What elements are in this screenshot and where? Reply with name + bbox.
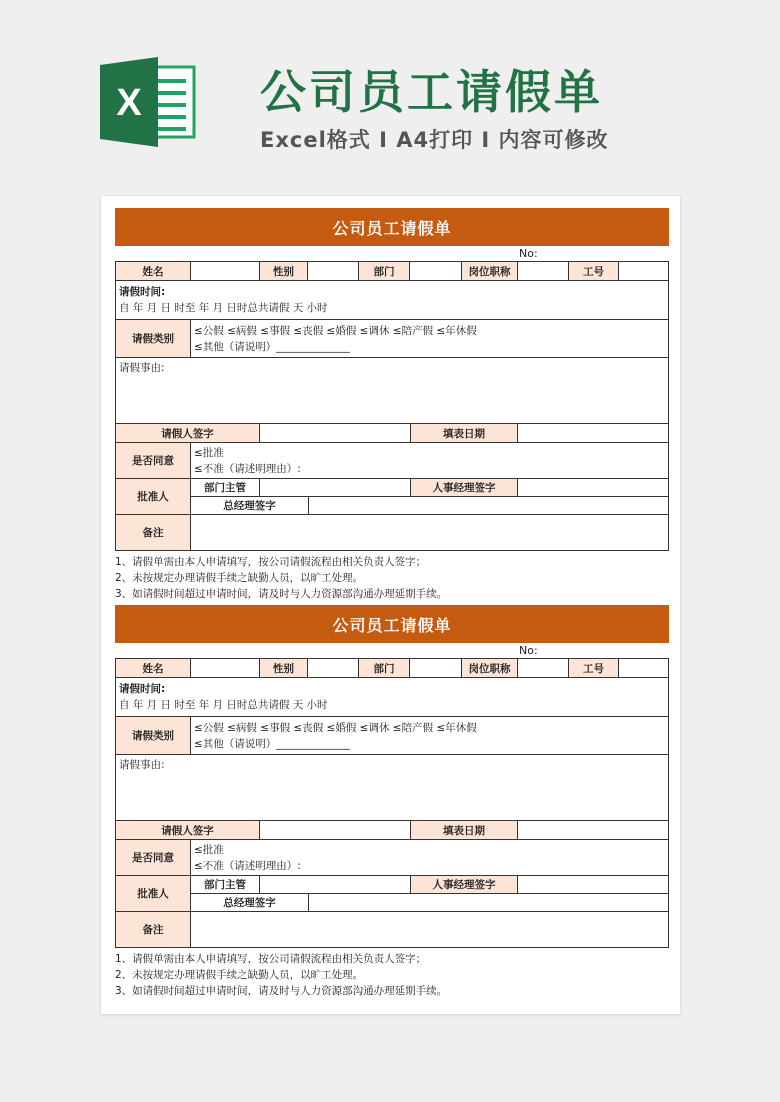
note-item: 3、如请假时间超过申请时间，请及时与人力资源部沟通办理延期手续。 xyxy=(115,985,448,997)
gm-sign-label: 总经理签字 xyxy=(191,497,309,515)
leave-type-line-1: ≤公假 ≤病假 ≤事假 ≤丧假 ≤婚假 ≤调休 ≤陪产假 ≤年休假 xyxy=(194,324,477,337)
document-sheet xyxy=(101,196,680,1014)
hr-manager-sign-field[interactable] xyxy=(518,479,668,497)
gender-field[interactable] xyxy=(308,659,359,678)
position-label: 岗位职称 xyxy=(462,262,518,281)
note-item: 2、未按规定办理请假手续之缺勤人员，以旷工处理。 xyxy=(115,969,364,981)
dept-field[interactable] xyxy=(410,262,462,281)
fill-date-label: 填表日期 xyxy=(411,424,518,443)
leave-time-row[interactable] xyxy=(116,678,668,717)
remarks-label: 备注 xyxy=(116,912,191,947)
fill-date-field[interactable] xyxy=(518,424,668,443)
agree-label: 是否同意 xyxy=(116,443,191,479)
dept-manager-label: 部门主管 xyxy=(191,479,260,497)
staff-id-field[interactable] xyxy=(619,262,668,281)
gender-field[interactable] xyxy=(308,262,359,281)
leave-reason-label: 请假事由: xyxy=(119,759,165,771)
dept-label: 部门 xyxy=(359,659,410,678)
hr-manager-sign-label: 人事经理签字 xyxy=(411,479,518,497)
applicant-sign-field[interactable] xyxy=(260,821,411,840)
hr-manager-sign-label: 人事经理签字 xyxy=(411,876,518,894)
applicant-sign-label: 请假人签字 xyxy=(116,424,260,443)
applicant-sign-label: 请假人签字 xyxy=(116,821,260,840)
svg-text:X: X xyxy=(116,82,142,124)
note-item: 1、请假单需由本人申请填写，按公司请假流程由相关负责人签字； xyxy=(115,953,427,965)
form-banner: 公司员工请假单 xyxy=(115,605,669,643)
approve-option: ≤批准 xyxy=(194,843,224,856)
remarks-field[interactable] xyxy=(191,912,668,947)
leave-reason-field[interactable] xyxy=(116,358,668,424)
leave-reason-label: 请假事由: xyxy=(119,362,165,374)
leave-type-line-1: ≤公假 ≤病假 ≤事假 ≤丧假 ≤婚假 ≤调休 ≤陪产假 ≤年休假 xyxy=(194,721,477,734)
dept-manager-label: 部门主管 xyxy=(191,876,260,894)
leave-type-line-2: ≤其他（请说明）______________ xyxy=(194,737,350,750)
leave-time-line: 自 年 月 日 时至 年 月 日时总共请假 天 小时 xyxy=(119,302,328,314)
fill-date-field[interactable] xyxy=(518,821,668,840)
form-grid xyxy=(115,658,669,948)
gm-sign-field[interactable] xyxy=(309,894,668,912)
staff-id-label: 工号 xyxy=(569,659,619,678)
leave-type-line-2: ≤其他（请说明）______________ xyxy=(194,340,350,353)
staff-id-label: 工号 xyxy=(569,262,619,281)
position-field[interactable] xyxy=(518,659,569,678)
hr-manager-sign-field[interactable] xyxy=(518,876,668,894)
note-item: 3、如请假时间超过申请时间，请及时与人力资源部沟通办理延期手续。 xyxy=(115,588,448,600)
approver-label: 批准人 xyxy=(116,479,191,515)
name-label: 姓名 xyxy=(116,659,191,678)
leave-time-line: 自 年 月 日 时至 年 月 日时总共请假 天 小时 xyxy=(119,699,328,711)
form-banner: 公司员工请假单 xyxy=(115,208,669,246)
name-field[interactable] xyxy=(191,659,260,678)
leave-type-options[interactable] xyxy=(191,717,668,755)
gender-label: 性别 xyxy=(260,262,308,281)
approver-label: 批准人 xyxy=(116,876,191,912)
leave-type-label: 请假类别 xyxy=(116,320,191,358)
page-subtitle: Excel格式 I A4打印 I 内容可修改 xyxy=(260,128,609,152)
position-label: 岗位职称 xyxy=(462,659,518,678)
approve-option: ≤批准 xyxy=(194,446,224,459)
note-item: 1、请假单需由本人申请填写，按公司请假流程由相关负责人签字； xyxy=(115,556,427,568)
position-field[interactable] xyxy=(518,262,569,281)
remarks-label: 备注 xyxy=(116,515,191,550)
excel-logo-icon xyxy=(100,57,198,147)
form-grid xyxy=(115,261,669,551)
dept-label: 部门 xyxy=(359,262,410,281)
form-notes xyxy=(115,951,447,999)
form-number-label: No: xyxy=(519,247,538,260)
agree-label: 是否同意 xyxy=(116,840,191,876)
name-label: 姓名 xyxy=(116,262,191,281)
reject-option: ≤不准（请述明理由）: xyxy=(194,462,301,475)
gender-label: 性别 xyxy=(260,659,308,678)
form-notes xyxy=(115,554,447,602)
form-number-label: No: xyxy=(519,644,538,657)
name-field[interactable] xyxy=(191,262,260,281)
leave-type-label: 请假类别 xyxy=(116,717,191,755)
leave-time-title: 请假时间: xyxy=(119,286,166,298)
gm-sign-field[interactable] xyxy=(309,497,668,515)
leave-reason-field[interactable] xyxy=(116,755,668,821)
dept-field[interactable] xyxy=(410,659,462,678)
reject-option: ≤不准（请述明理由）: xyxy=(194,859,301,872)
leave-time-title: 请假时间: xyxy=(119,683,166,695)
applicant-sign-field[interactable] xyxy=(260,424,411,443)
dept-manager-field[interactable] xyxy=(260,479,411,497)
gm-sign-label: 总经理签字 xyxy=(191,894,309,912)
remarks-field[interactable] xyxy=(191,515,668,550)
leave-time-row[interactable] xyxy=(116,281,668,320)
agree-options[interactable] xyxy=(191,840,668,876)
staff-id-field[interactable] xyxy=(619,659,668,678)
note-item: 2、未按规定办理请假手续之缺勤人员，以旷工处理。 xyxy=(115,572,364,584)
dept-manager-field[interactable] xyxy=(260,876,411,894)
agree-options[interactable] xyxy=(191,443,668,479)
fill-date-label: 填表日期 xyxy=(411,821,518,840)
leave-type-options[interactable] xyxy=(191,320,668,358)
page-title: 公司员工请假单 xyxy=(260,65,603,119)
